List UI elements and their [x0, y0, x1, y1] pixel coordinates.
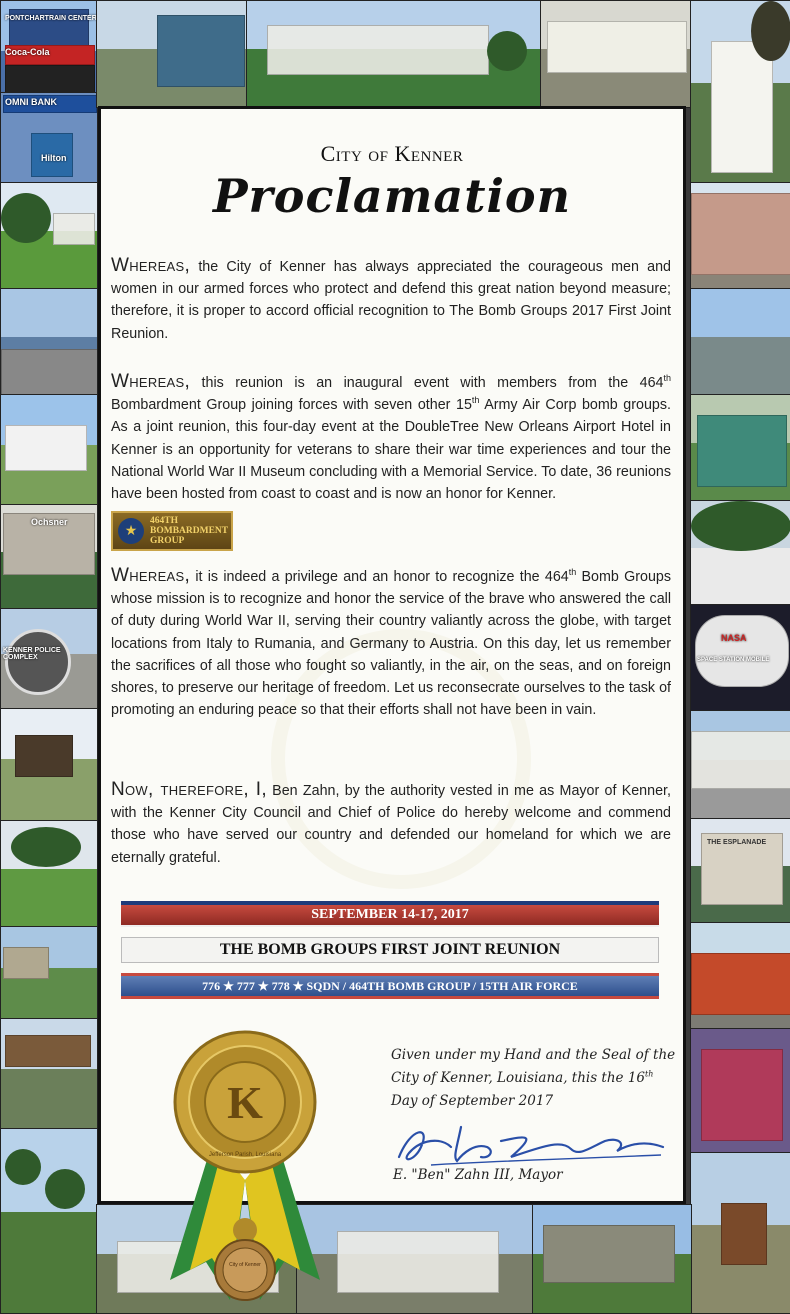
ordinal-suffix: th: [568, 567, 577, 578]
given-text: Given under my Hand and the Seal of the City of Kenner, Louisiana, this the 16: [391, 1047, 676, 1086]
ribbon-dates: SEPTEMBER 14-17, 2017: [121, 901, 659, 927]
collage-photo-shops: [540, 0, 692, 108]
seal-ring-text: Jefferson Parish, Louisiana: [208, 1152, 282, 1158]
collage-photo-riverboat: [246, 0, 542, 108]
whereas-paragraph-3: [111, 565, 671, 721]
caption-esplanade: THE ESPLANADE: [707, 839, 767, 846]
paragraph-text: Ben Zahn, by the authority vested in me as Mayor of Kenner, with the Kenner City Council and Chief of Police do hereby welcome and commend those who have served our country and defended our homeland for which we are eternally grateful.: [111, 783, 671, 866]
paragraph-lead: Now, therefore, I,: [111, 779, 267, 800]
paragraph-text: it is indeed a privilege and an honor to recognize the 464: [190, 569, 569, 585]
paragraph-lead: Whereas,: [111, 565, 191, 586]
whereas-paragraph-2: [111, 371, 671, 505]
star-wings-icon: ★: [118, 518, 144, 544]
collage-photo-garden: [0, 820, 98, 928]
collage-photo-space-station: [690, 604, 790, 712]
collage-photo-sign: [690, 1152, 790, 1314]
given-text: Day of September 2017: [391, 1093, 554, 1109]
caption-space-station: SPACE STATION MOBILE: [697, 657, 770, 663]
proclamation-title: Proclamation: [212, 169, 572, 223]
paragraph-text: this reunion is an inaugural event with members from the 464: [190, 375, 664, 391]
collage-photo-esplanade: [690, 818, 790, 924]
paragraph-text: Army Air Corp bomb groups. As a joint reunion, this four-day event at the DoubleTree New Orleans Airport Hotel in Kenner is an opportunity for veterans to share their war time experiences and tour the National World War II Museum concluding with a Memorial Service. To date, 36 reunions have been hosted from coast to coast and is now an honor for Kenner.: [111, 397, 671, 503]
collage-photo-flags: [690, 288, 790, 396]
paragraph-lead: Whereas,: [111, 371, 191, 392]
collage-photo-oak-house: [690, 500, 790, 606]
collage-photo-arbor: [0, 1018, 98, 1130]
collage-photo-waterfront: [0, 926, 98, 1020]
caption-nasa: NASA: [721, 633, 747, 643]
mayor-signature: [391, 1117, 671, 1171]
ordinal-suffix: th: [645, 1069, 654, 1079]
collage-photo-lakefront: [0, 288, 98, 396]
collage-photo-bottom-right: [532, 1204, 692, 1314]
given-under-hand-text: [391, 1044, 681, 1113]
caption-police-complex: KENNER POLICE COMPLEX: [3, 647, 61, 661]
collage-photo-cottage: [690, 394, 790, 502]
city-title: City of Kenner: [320, 141, 464, 166]
caption-ochsner: Ochsner: [31, 517, 68, 527]
caption-pontchartrain: PONTCHARTRAIN CENTER: [5, 15, 97, 22]
medal-text: City of Kenner: [229, 1262, 261, 1268]
whereas-paragraph-1: [111, 255, 671, 345]
collage-photo-omni-bank: [0, 92, 98, 184]
badge-line-1: 464TH: [150, 516, 178, 526]
collage-photo-mall: [96, 0, 248, 108]
collage-photo-performers: [690, 1028, 790, 1154]
ordinal-suffix: th: [471, 395, 480, 406]
bombardment-group-badge: [111, 511, 233, 551]
collage-photo-storefront: [690, 922, 790, 1030]
caption-hilton: Hilton: [41, 153, 67, 163]
badge-line-2: BOMBARDMENT: [150, 526, 229, 536]
badge-label: [150, 516, 228, 546]
paragraph-text: the City of Kenner has always appreciated the courageous men and women in our armed forces who protect and defend this great nation beyond measure; therefore, it is proper to accord official recognition to The Bomb Groups 2017 First Joint Reunion.: [111, 259, 671, 342]
collage-photo-ochsner: [0, 504, 98, 610]
badge-line-3: GROUP: [150, 536, 185, 546]
ribbon-reunion-title: THE BOMB GROUPS FIRST JOINT REUNION: [121, 937, 659, 963]
collage-photo-main-street: [690, 182, 790, 290]
collage-photo-pavilion: [0, 708, 98, 822]
paragraph-lead: Whereas,: [111, 255, 191, 276]
collage-photo-park: [0, 182, 98, 290]
collage-photo-white-building: [690, 710, 790, 820]
ribbon-squadrons: 776 ★ 777 ★ 778 ★ SQDN / 464TH BOMB GROUP / 15TH AIR FORCE: [121, 973, 659, 999]
collage-photo-police-complex: [0, 608, 98, 710]
collage-photo-church: [690, 0, 790, 184]
mayor-name-title: E. "Ben" Zahn III, Mayor: [393, 1167, 563, 1183]
paragraph-text: Bombardment Group joining forces with seven other 15: [111, 397, 472, 414]
ordinal-suffix: th: [663, 373, 671, 384]
paragraph-text: Bomb Groups whose mission is to recognize and honor the service of the brave who answered the call of duty during World War II, serving their country valiantly across the globe, with target locations from Italy to Rumania, and Germany to Austria. On this day, let us remember the sacrifices of all those who fought so valiantly, in the air, on the seas, and on foreign shores, to preserve our heritage of freedom. Let us reconsecrate ourselves to the task of promoting an enduring peace so that their efforts shall not have been in vain.: [111, 569, 671, 719]
city-seal: [150, 1030, 340, 1312]
seal-center-letter: K: [227, 1077, 263, 1128]
collage-photo-gazebo: [0, 394, 98, 506]
collage-photo-palms: [0, 1128, 98, 1314]
caption-omni-bank: OMNI BANK: [5, 97, 57, 107]
now-therefore-paragraph: [111, 779, 671, 869]
caption-coca-cola: Coca-Cola: [5, 47, 50, 57]
